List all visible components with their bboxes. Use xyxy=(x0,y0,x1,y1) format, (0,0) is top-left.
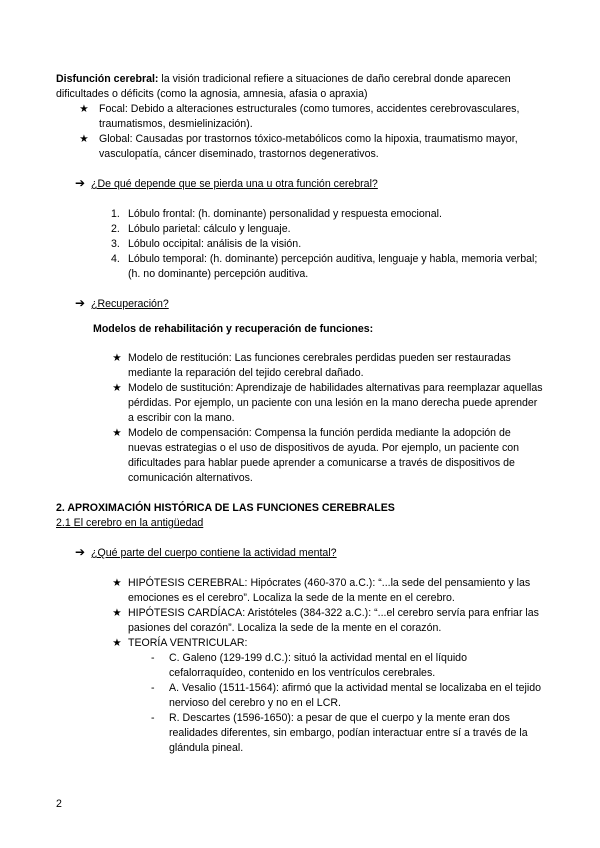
star-bullet-icon: ★ xyxy=(112,382,122,394)
list-item: ★ HIPÓTESIS CEREBRAL: Hipócrates (460-370 a.C.): “...la sede del pensamiento y las emociones es el cerebro”. Localiza la sede de la mente en el cerebro. xyxy=(112,577,531,604)
list-item: ★ TEORÍA VENTRICULAR: xyxy=(112,637,248,649)
document-body xyxy=(56,72,546,756)
hypotheses-list xyxy=(56,576,546,756)
dash-bullet-icon: - xyxy=(151,682,155,694)
question-2: ➔ ¿Recuperación? xyxy=(75,296,169,310)
list-item: ★ HIPÓTESIS CARDÍACA: Aristóteles (384-322 a.C.): “...el cerebro servía para enfriar las pasiones del corazón”. Localiza la sede de la mente en el corazón. xyxy=(112,607,539,634)
dash-bullet-icon: - xyxy=(151,712,155,724)
star-bullet-icon: ★ xyxy=(112,427,122,439)
list-item: - A. Vesalio (1511-1564): afirmó que la actividad mental se localizaba en el tejido nervioso del cerebro y no en el LCR. xyxy=(151,682,541,709)
intro-title: Disfunción cerebral: xyxy=(56,73,159,85)
section-subheading: 2.1 El cerebro en la antigüedad xyxy=(56,517,204,529)
list-item: 1. Lóbulo frontal: (h. dominante) personalidad y respuesta emocional. xyxy=(111,208,442,220)
arrow-bullet-icon: ➔ xyxy=(75,545,86,559)
list-item: ★ Modelo de compensación: Compensa la función perdida mediante la adopción de nuevas estrategias o el uso de dispositivos de ayuda. Por ejemplo, un paciente con dificultades para hablar puede aprender a comunicarse a través de dispositivos de comunicación alternativos. xyxy=(112,427,520,484)
list-item: ★ Global: Causadas por trastornos tóxico-metabólicos como la hipoxia, traumatismo mayor, vasculopatía, cáncer diseminado, trastornos degenerativos. xyxy=(79,133,518,160)
star-bullet-icon: ★ xyxy=(79,103,89,115)
list-item: 3. Lóbulo occipital: análisis de la visión. xyxy=(111,238,302,250)
list-item: - R. Descartes (1596-1650): a pesar de que el cuerpo y la mente eran dos realidades diferentes, sin embargo, podían interactuar entre sí a través de la glándula pineal. xyxy=(151,712,528,754)
arrow-bullet-icon: ➔ xyxy=(75,296,86,310)
list-item: ★ Focal: Debido a alteraciones estructurales (como tumores, accidentes cerebrovasculares, traumatismos, desmielinización). xyxy=(79,103,520,130)
intro-paragraph xyxy=(56,72,546,102)
star-bullet-icon: ★ xyxy=(112,577,122,589)
question-3: ➔ ¿Qué parte del cuerpo contiene la actividad mental? xyxy=(75,545,337,559)
intro-text: la visión tradicional refiere a situaciones de daño cerebral donde aparecen dificultades o déficits (como la agnosia, amnesia, afasia o apraxia) xyxy=(56,73,511,100)
list-item: 4. Lóbulo temporal: (h. dominante) percepción auditiva, lenguaje y habla, memoria verbal; (h. no dominante) percepción auditiva. xyxy=(111,253,538,280)
star-bullet-icon: ★ xyxy=(112,352,122,364)
list-item: ★ Modelo de sustitución: Aprendizaje de habilidades alternativas para reemplazar aquellas pérdidas. Por ejemplo, un paciente con una lesión en la mano derecha puede aprender a escribir con la mano. xyxy=(112,382,543,424)
list-item: 2. Lóbulo parietal: cálculo y lenguaje. xyxy=(111,223,291,235)
models-heading: Modelos de rehabilitación y recuperación de funciones: xyxy=(93,323,374,335)
section-heading: 2. APROXIMACIÓN HISTÓRICA DE LAS FUNCIONES CEREBRALES xyxy=(56,502,395,514)
arrow-bullet-icon: ➔ xyxy=(75,176,86,190)
star-bullet-icon: ★ xyxy=(112,637,122,649)
page-number: 2 xyxy=(56,798,62,810)
question-1: ➔ ¿De qué depende que se pierda una u otra función cerebral? xyxy=(75,176,378,190)
lobes-list xyxy=(56,207,546,282)
list-item: ★ Modelo de restitución: Las funciones cerebrales perdidas pueden ser restauradas mediante la reparación del tejido cerebral dañado. xyxy=(112,352,511,379)
star-bullet-icon: ★ xyxy=(79,133,89,145)
models-list xyxy=(56,351,546,486)
dash-bullet-icon: - xyxy=(151,652,155,664)
star-bullet-icon: ★ xyxy=(112,607,122,619)
list-item: - C. Galeno (129-199 d.C.): situó la actividad mental en el líquido cefalorraquídeo, contenido en los ventrículos cerebrales. xyxy=(151,652,467,679)
